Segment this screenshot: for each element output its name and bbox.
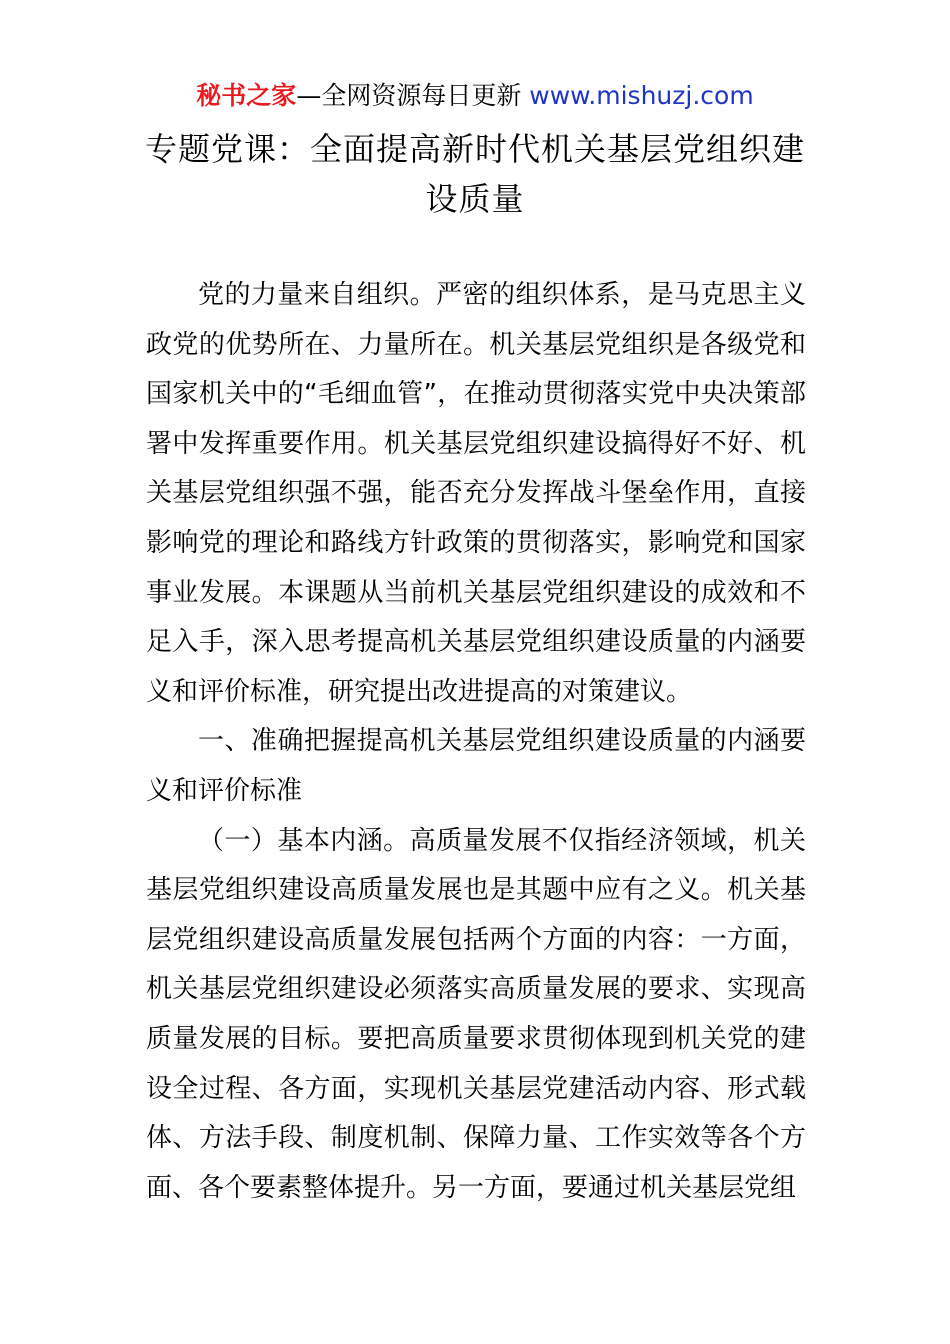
document-body <box>146 271 806 1213</box>
header-tagline: —全网资源每日更新 <box>296 81 530 110</box>
paragraph-intro: 党的力量来自组织。严密的组织体系，是马克思主义政党的优势所在、力量所在。机关基层党组织是各级党和国家机关中的“毛细血管”，在推动贯彻落实党中央决策部署中发挥重要作用。机关基层党组织建设搞得好不好、机关基层党组织强不强，能否充分发挥战斗堡垒作用，直接影响党的理论和路线方针政策的贯彻落实，影响党和国家事业发展。本课题从当前机关基层党组织建设的成效和不足入手，深入思考提高机关基层党组织建设质量的内涵要义和评价标准，研究提出改进提高的对策建议。 <box>146 280 806 707</box>
site-header <box>0 78 950 114</box>
brand-name: 秘书之家 <box>196 81 297 110</box>
document-title: 专题党课：全面提高新时代机关基层党组织建设质量 <box>144 130 805 218</box>
section-heading-1: 一、准确把握提高机关基层党组织建设质量的内涵要义和评价标准 <box>146 726 806 806</box>
paragraph-basic-connotation: （一）基本内涵。高质量发展不仅指经济领域，机关基层党组织建设高质量发展也是其题中应有之义。机关基层党组织建设高质量发展包括两个方面的内容：一方面，机关基层党组织建设必须落实高质量发展的要求、实现高质量发展的目标。要把高质量要求贯彻体现到机关党的建设全过程、各方面，实现机关基层党建活动内容、形式载体、方法手段、制度机制、保障力量、工作实效等各个方面、各个要素整体提升。另一方面，要通过机关基层党组 <box>146 825 806 1203</box>
site-url-link[interactable]: www.mishuzj.com <box>529 81 754 110</box>
